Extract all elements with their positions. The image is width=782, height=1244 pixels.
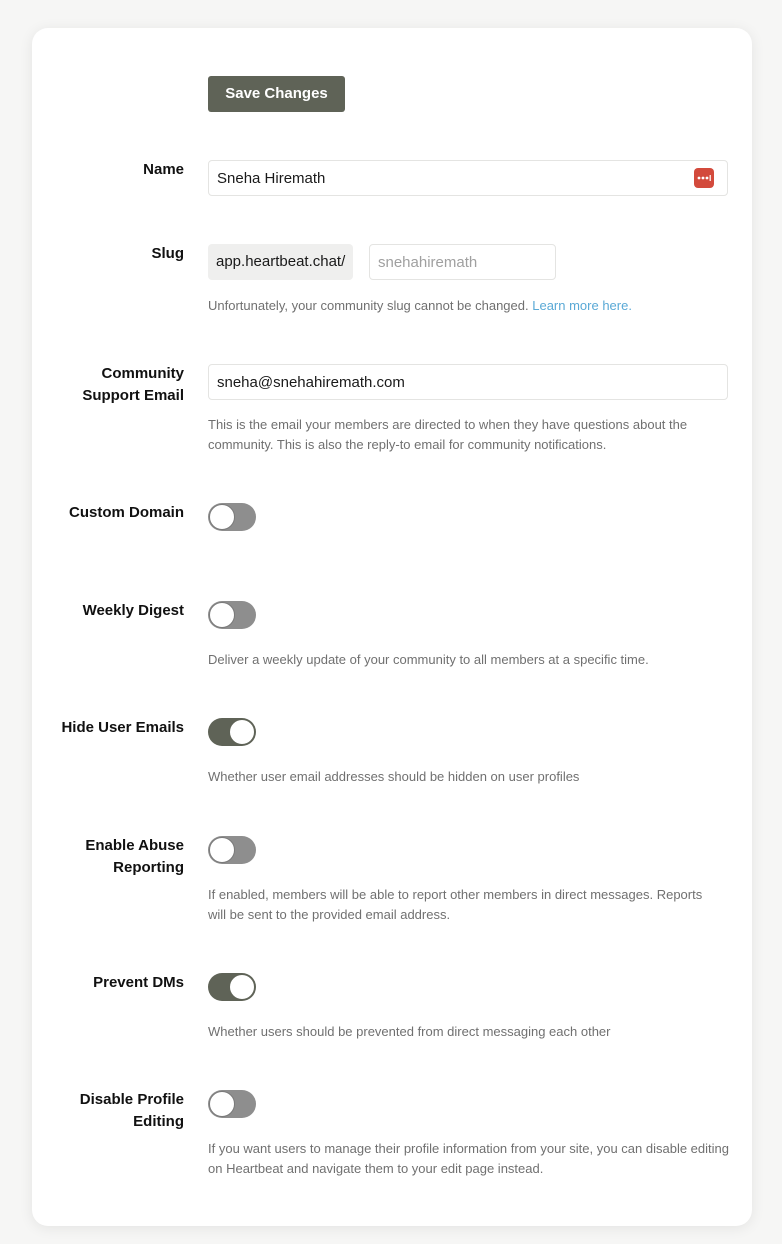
weekly-digest-label: Weekly Digest (82, 602, 184, 619)
disable-profile-editing-label: Disable Profile Editing (79, 1091, 184, 1130)
abuse-reporting-help-text: If enabled, members will be able to report other members in direct messages. Reports will be sent to the provided email address. (208, 887, 703, 922)
custom-domain-toggle[interactable] (208, 503, 256, 531)
toggle-knob (209, 1091, 235, 1117)
toggle-knob (209, 602, 235, 628)
slug-prefix: app.heartbeat.chat/ (208, 244, 353, 280)
name-label: Name (143, 161, 184, 178)
disable-profile-editing-help-text: If you want users to manage their profile information from your site, you can disable editing on Heartbeat and navigate them to your edit page instead. (208, 1141, 729, 1176)
disable-profile-editing-toggle[interactable] (208, 1090, 256, 1118)
hide-user-emails-help-text: Whether user email addresses should be hidden on user profiles (208, 769, 580, 784)
abuse-reporting-toggle[interactable] (208, 836, 256, 864)
slug-help-text (208, 296, 738, 316)
toggle-knob (229, 719, 255, 745)
weekly-digest-help-text: Deliver a weekly update of your community to all members at a specific time. (208, 652, 649, 667)
toggle-knob (209, 504, 235, 530)
abuse-reporting-label: Enable Abuse Reporting (85, 837, 184, 876)
support-email-input[interactable] (208, 364, 728, 400)
name-input[interactable] (208, 160, 728, 196)
hide-user-emails-label: Hide User Emails (61, 719, 184, 736)
prevent-dms-toggle[interactable] (208, 973, 256, 1001)
hide-user-emails-toggle[interactable] (208, 718, 256, 746)
custom-domain-label: Custom Domain (68, 504, 184, 521)
toggle-knob (209, 837, 235, 863)
prevent-dms-help-text: Whether users should be prevented from direct messaging each other (208, 1024, 611, 1039)
weekly-digest-toggle[interactable] (208, 601, 256, 629)
slug-help-message: Unfortunately, your community slug cannot be changed. (208, 298, 529, 313)
prevent-dms-label: Prevent DMs (93, 974, 184, 991)
support-email-help-text: This is the email your members are directed to when they have questions about the community. This is also the reply-to email for community notifications. (208, 417, 688, 452)
slug-input[interactable] (369, 244, 556, 280)
settings-card (32, 28, 752, 1226)
support-email-label: Community Support Email (82, 365, 184, 404)
password-manager-icon[interactable] (694, 168, 714, 188)
learn-more-link[interactable]: Learn more here. (532, 298, 632, 313)
slug-label: Slug (151, 245, 184, 262)
save-changes-button[interactable]: Save Changes (208, 76, 345, 112)
toggle-knob (229, 974, 255, 1000)
